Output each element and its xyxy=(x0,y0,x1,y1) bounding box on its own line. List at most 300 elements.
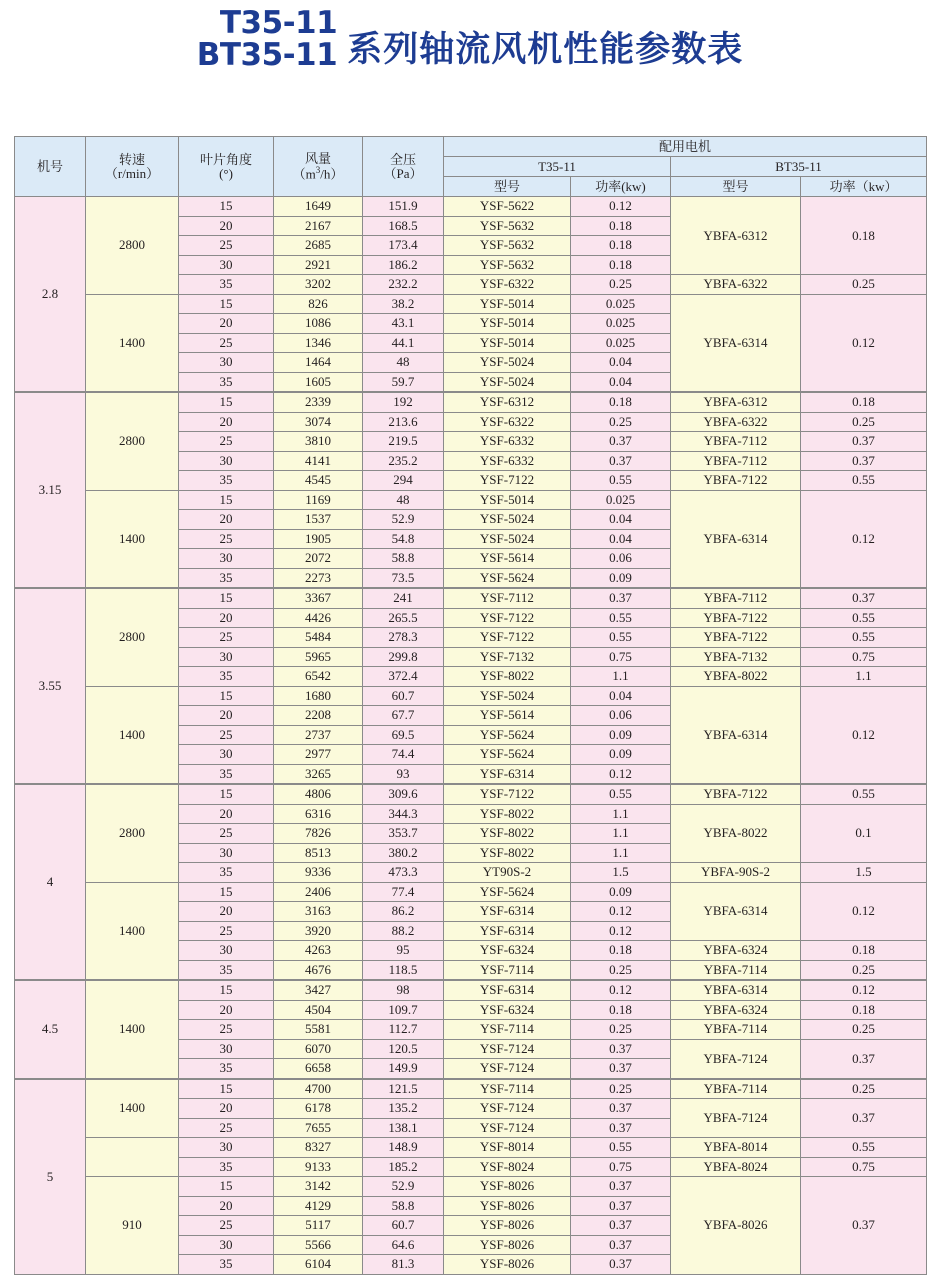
cell-t-model: YSF-8022 xyxy=(444,843,571,863)
page-title: 系列轴流风机性能参数表 xyxy=(347,30,744,71)
col-header-bt-power: 功率（kw） xyxy=(801,177,927,197)
cell-machine-no: 2.8 xyxy=(15,197,86,393)
cell-blade-angle: 25 xyxy=(179,1020,274,1040)
cell-pressure: 58.8 xyxy=(363,549,444,569)
cell-pressure: 353.7 xyxy=(363,824,444,844)
cell-t-power: 0.09 xyxy=(571,568,671,588)
cell-blade-angle: 30 xyxy=(179,1138,274,1158)
cell-pressure: 473.3 xyxy=(363,863,444,883)
cell-bt-model: YBFA-8022 xyxy=(671,804,801,863)
cell-t-model: YSF-6322 xyxy=(444,275,571,295)
cell-t-power: 0.37 xyxy=(571,1059,671,1079)
table-row xyxy=(15,1079,927,1099)
col-header-t-model: 型号 xyxy=(444,177,571,197)
cell-t-power: 0.04 xyxy=(571,372,671,392)
cell-bt-power: 0.18 xyxy=(801,392,927,412)
blade-angle-label: 叶片角度 xyxy=(199,151,252,167)
cell-pressure: 192 xyxy=(363,392,444,412)
cell-pressure: 118.5 xyxy=(363,960,444,980)
cell-speed: 2800 xyxy=(86,197,179,295)
cell-t-model: YSF-5024 xyxy=(444,510,571,530)
cell-t-power: 0.37 xyxy=(571,588,671,608)
cell-blade-angle: 15 xyxy=(179,1177,274,1197)
table-body xyxy=(15,197,927,1275)
table-row xyxy=(15,1177,927,1197)
cell-bt-model: YBFA-7114 xyxy=(671,960,801,980)
cell-bt-model: YBFA-6312 xyxy=(671,197,801,275)
cell-blade-angle: 20 xyxy=(179,1000,274,1020)
cell-air-volume: 826 xyxy=(274,294,363,314)
col-header-machine-no xyxy=(15,137,86,197)
cell-bt-power: 0.37 xyxy=(801,432,927,452)
table-row xyxy=(15,294,927,314)
cell-pressure: 120.5 xyxy=(363,1039,444,1059)
cell-t-power: 0.37 xyxy=(571,1216,671,1236)
cell-t-power: 1.1 xyxy=(571,667,671,687)
cell-air-volume: 6316 xyxy=(274,804,363,824)
cell-air-volume: 6178 xyxy=(274,1099,363,1119)
cell-pressure: 278.3 xyxy=(363,628,444,648)
cell-t-model: YSF-6332 xyxy=(444,451,571,471)
col-header-air-volume xyxy=(274,137,363,197)
cell-t-model: YSF-7124 xyxy=(444,1099,571,1119)
cell-bt-power: 0.37 xyxy=(801,1177,927,1275)
cell-air-volume: 3202 xyxy=(274,275,363,295)
cell-bt-power: 0.12 xyxy=(801,686,927,784)
cell-blade-angle: 35 xyxy=(179,667,274,687)
cell-t-power: 0.025 xyxy=(571,333,671,353)
cell-bt-power: 0.18 xyxy=(801,1000,927,1020)
cell-blade-angle: 25 xyxy=(179,529,274,549)
col-header-bt-model: 型号 xyxy=(671,177,801,197)
cell-pressure: 135.2 xyxy=(363,1099,444,1119)
cell-t-model: YSF-5024 xyxy=(444,372,571,392)
cell-speed: 2800 xyxy=(86,392,179,490)
cell-air-volume: 1680 xyxy=(274,686,363,706)
cell-bt-power: 0.55 xyxy=(801,1138,927,1158)
cell-air-volume: 6542 xyxy=(274,667,363,687)
cell-pressure: 54.8 xyxy=(363,529,444,549)
cell-blade-angle: 25 xyxy=(179,921,274,941)
cell-pressure: 186.2 xyxy=(363,255,444,275)
cell-t-power: 0.12 xyxy=(571,980,671,1000)
cell-bt-model: YBFA-7112 xyxy=(671,432,801,452)
cell-blade-angle: 35 xyxy=(179,1059,274,1079)
cell-t-power: 0.12 xyxy=(571,902,671,922)
cell-t-power: 0.75 xyxy=(571,647,671,667)
cell-t-model: YSF-5624 xyxy=(444,725,571,745)
cell-t-model: YSF-5632 xyxy=(444,255,571,275)
cell-t-model: YSF-6314 xyxy=(444,921,571,941)
cell-bt-model: YBFA-7112 xyxy=(671,588,801,608)
cell-bt-power: 0.25 xyxy=(801,960,927,980)
cell-t-power: 0.37 xyxy=(571,1118,671,1138)
cell-bt-model: YBFA-7114 xyxy=(671,1079,801,1099)
table-row xyxy=(15,490,927,510)
cell-t-model: YSF-5024 xyxy=(444,529,571,549)
cell-blade-angle: 15 xyxy=(179,784,274,804)
cell-bt-model: YBFA-8026 xyxy=(671,1177,801,1275)
cell-bt-model: YBFA-6312 xyxy=(671,392,801,412)
cell-blade-angle: 20 xyxy=(179,804,274,824)
cell-bt-model: YBFA-6314 xyxy=(671,686,801,784)
cell-pressure: 380.2 xyxy=(363,843,444,863)
table-row xyxy=(15,980,927,1000)
cell-air-volume: 2406 xyxy=(274,882,363,902)
cell-bt-power: 0.75 xyxy=(801,647,927,667)
cell-air-volume: 1086 xyxy=(274,314,363,334)
col-header-blade-angle xyxy=(179,137,274,197)
cell-pressure: 38.2 xyxy=(363,294,444,314)
cell-machine-no: 5 xyxy=(15,1079,86,1275)
cell-machine-no: 4.5 xyxy=(15,980,86,1079)
cell-t-model: YSF-6314 xyxy=(444,764,571,784)
cell-bt-power: 0.1 xyxy=(801,804,927,863)
cell-t-power: 0.04 xyxy=(571,529,671,549)
col-header-speed xyxy=(86,137,179,197)
cell-t-power: 0.04 xyxy=(571,510,671,530)
cell-air-volume: 4700 xyxy=(274,1079,363,1099)
cell-air-volume: 3074 xyxy=(274,412,363,432)
cell-blade-angle: 25 xyxy=(179,1118,274,1138)
cell-air-volume: 3367 xyxy=(274,588,363,608)
cell-speed: 1400 xyxy=(86,1079,179,1138)
title-series-codes xyxy=(196,5,338,73)
cell-t-model: YSF-7114 xyxy=(444,960,571,980)
cell-air-volume: 5117 xyxy=(274,1216,363,1236)
cell-bt-power: 0.55 xyxy=(801,628,927,648)
cell-bt-model: YBFA-8022 xyxy=(671,667,801,687)
cell-t-power: 0.12 xyxy=(571,921,671,941)
cell-t-model: YSF-7114 xyxy=(444,1079,571,1099)
cell-air-volume: 5581 xyxy=(274,1020,363,1040)
cell-pressure: 95 xyxy=(363,941,444,961)
table-row xyxy=(15,1138,927,1158)
cell-blade-angle: 35 xyxy=(179,471,274,491)
cell-t-model: YSF-5632 xyxy=(444,216,571,236)
col-header-bt-series: BT35-11 xyxy=(671,157,927,177)
cell-air-volume: 8327 xyxy=(274,1138,363,1158)
cell-t-model: YSF-7122 xyxy=(444,784,571,804)
cell-air-volume: 2167 xyxy=(274,216,363,236)
cell-pressure: 88.2 xyxy=(363,921,444,941)
cell-machine-no: 3.55 xyxy=(15,588,86,784)
cell-t-model: YSF-8026 xyxy=(444,1177,571,1197)
cell-t-power: 0.12 xyxy=(571,197,671,217)
cell-air-volume: 3265 xyxy=(274,764,363,784)
cell-t-model: YSF-5024 xyxy=(444,686,571,706)
cell-bt-power: 0.12 xyxy=(801,294,927,392)
cell-t-model: YSF-5624 xyxy=(444,745,571,765)
cell-pressure: 73.5 xyxy=(363,568,444,588)
cell-t-power: 0.55 xyxy=(571,471,671,491)
cell-bt-model: YBFA-6324 xyxy=(671,941,801,961)
cell-blade-angle: 20 xyxy=(179,412,274,432)
cell-t-power: 0.55 xyxy=(571,784,671,804)
cell-t-power: 0.18 xyxy=(571,255,671,275)
cell-air-volume: 2072 xyxy=(274,549,363,569)
cell-speed: 2800 xyxy=(86,588,179,686)
table-row xyxy=(15,197,927,217)
cell-blade-angle: 25 xyxy=(179,1216,274,1236)
cell-bt-model: YBFA-7122 xyxy=(671,608,801,628)
cell-blade-angle: 30 xyxy=(179,451,274,471)
cell-t-model: YSF-5014 xyxy=(444,490,571,510)
cell-t-model: YSF-5014 xyxy=(444,294,571,314)
cell-air-volume: 1537 xyxy=(274,510,363,530)
cell-bt-power: 1.1 xyxy=(801,667,927,687)
cell-pressure: 241 xyxy=(363,588,444,608)
machine-no-label: 机号 xyxy=(36,158,63,174)
cell-air-volume: 5965 xyxy=(274,647,363,667)
cell-t-model: YSF-5632 xyxy=(444,236,571,256)
cell-bt-model: YBFA-6322 xyxy=(671,275,801,295)
cell-t-power: 0.04 xyxy=(571,353,671,373)
cell-air-volume: 5566 xyxy=(274,1235,363,1255)
cell-blade-angle: 15 xyxy=(179,1079,274,1099)
cell-bt-model: YBFA-7112 xyxy=(671,451,801,471)
cell-bt-power: 1.5 xyxy=(801,863,927,883)
cell-t-model: YSF-6314 xyxy=(444,980,571,1000)
cell-speed: 1400 xyxy=(86,490,179,588)
cell-pressure: 121.5 xyxy=(363,1079,444,1099)
cell-pressure: 52.9 xyxy=(363,510,444,530)
cell-t-model: YSF-8026 xyxy=(444,1216,571,1236)
cell-t-power: 1.1 xyxy=(571,843,671,863)
cell-air-volume: 1464 xyxy=(274,353,363,373)
cell-bt-model: YBFA-6314 xyxy=(671,490,801,588)
cell-pressure: 232.2 xyxy=(363,275,444,295)
cell-blade-angle: 15 xyxy=(179,392,274,412)
cell-t-model: YSF-7122 xyxy=(444,471,571,491)
cell-speed: 1400 xyxy=(86,882,179,980)
col-header-motor-group: 配用电机 xyxy=(444,137,927,157)
cell-blade-angle: 15 xyxy=(179,980,274,1000)
cell-pressure: 265.5 xyxy=(363,608,444,628)
cell-bt-model: YBFA-7124 xyxy=(671,1039,801,1079)
cell-blade-angle: 35 xyxy=(179,275,274,295)
cell-bt-power: 0.12 xyxy=(801,980,927,1000)
cell-blade-angle: 20 xyxy=(179,706,274,726)
cell-t-power: 0.18 xyxy=(571,216,671,236)
cell-pressure: 64.6 xyxy=(363,1235,444,1255)
col-header-t-power: 功率(kw) xyxy=(571,177,671,197)
cell-air-volume: 1905 xyxy=(274,529,363,549)
cell-t-model: YSF-5622 xyxy=(444,197,571,217)
cell-t-power: 0.37 xyxy=(571,451,671,471)
cell-bt-model: YBFA-6322 xyxy=(671,412,801,432)
cell-air-volume: 3427 xyxy=(274,980,363,1000)
cell-t-model: YSF-6322 xyxy=(444,412,571,432)
cell-t-model: YSF-8026 xyxy=(444,1235,571,1255)
cell-blade-angle: 35 xyxy=(179,568,274,588)
cell-air-volume: 3920 xyxy=(274,921,363,941)
cell-t-model: YSF-5624 xyxy=(444,568,571,588)
cell-blade-angle: 30 xyxy=(179,1039,274,1059)
cell-pressure: 59.7 xyxy=(363,372,444,392)
cell-pressure: 77.4 xyxy=(363,882,444,902)
cell-pressure: 185.2 xyxy=(363,1157,444,1177)
cell-blade-angle: 20 xyxy=(179,608,274,628)
cell-blade-angle: 30 xyxy=(179,1235,274,1255)
cell-blade-angle: 25 xyxy=(179,725,274,745)
cell-t-model: YSF-5614 xyxy=(444,706,571,726)
cell-pressure: 86.2 xyxy=(363,902,444,922)
cell-air-volume: 1649 xyxy=(274,197,363,217)
cell-pressure: 48 xyxy=(363,353,444,373)
cell-bt-power: 0.18 xyxy=(801,941,927,961)
cell-blade-angle: 25 xyxy=(179,628,274,648)
cell-bt-power: 0.25 xyxy=(801,412,927,432)
cell-blade-angle: 35 xyxy=(179,764,274,784)
cell-air-volume: 6070 xyxy=(274,1039,363,1059)
cell-bt-power: 0.37 xyxy=(801,451,927,471)
cell-bt-power: 0.55 xyxy=(801,608,927,628)
cell-pressure: 93 xyxy=(363,764,444,784)
cell-bt-power: 0.75 xyxy=(801,1157,927,1177)
cell-air-volume: 6104 xyxy=(274,1255,363,1275)
cell-air-volume: 9133 xyxy=(274,1157,363,1177)
fan-performance-table xyxy=(14,136,927,1275)
cell-t-power: 0.37 xyxy=(571,1235,671,1255)
cell-pressure: 168.5 xyxy=(363,216,444,236)
table-row xyxy=(15,588,927,608)
cell-t-power: 0.25 xyxy=(571,1079,671,1099)
cell-t-model: YSF-8026 xyxy=(444,1255,571,1275)
cell-pressure: 219.5 xyxy=(363,432,444,452)
cell-t-power: 0.75 xyxy=(571,1157,671,1177)
cell-t-model: YSF-5624 xyxy=(444,882,571,902)
cell-air-volume: 4676 xyxy=(274,960,363,980)
cell-blade-angle: 30 xyxy=(179,549,274,569)
cell-t-power: 0.12 xyxy=(571,764,671,784)
cell-air-volume: 4263 xyxy=(274,941,363,961)
cell-blade-angle: 30 xyxy=(179,255,274,275)
cell-air-volume: 5484 xyxy=(274,628,363,648)
cell-pressure: 81.3 xyxy=(363,1255,444,1275)
cell-blade-angle: 20 xyxy=(179,216,274,236)
cell-t-power: 0.25 xyxy=(571,960,671,980)
cell-blade-angle: 35 xyxy=(179,960,274,980)
cell-bt-model: YBFA-6314 xyxy=(671,882,801,941)
cell-blade-angle: 30 xyxy=(179,745,274,765)
cell-bt-model: YBFA-6324 xyxy=(671,1000,801,1020)
cell-t-model: YSF-7122 xyxy=(444,608,571,628)
cell-t-model: YSF-7114 xyxy=(444,1020,571,1040)
cell-bt-power: 0.25 xyxy=(801,1020,927,1040)
cell-machine-no: 3.15 xyxy=(15,392,86,588)
title-code-t3511: T35-11 xyxy=(219,5,338,41)
cell-t-power: 0.18 xyxy=(571,1000,671,1020)
cell-t-power: 0.37 xyxy=(571,1177,671,1197)
cell-pressure: 149.9 xyxy=(363,1059,444,1079)
cell-pressure: 67.7 xyxy=(363,706,444,726)
cell-air-volume: 2977 xyxy=(274,745,363,765)
cell-air-volume: 1605 xyxy=(274,372,363,392)
cell-pressure: 43.1 xyxy=(363,314,444,334)
cell-t-model: YSF-7124 xyxy=(444,1118,571,1138)
cell-t-power: 0.37 xyxy=(571,1039,671,1059)
cell-blade-angle: 30 xyxy=(179,843,274,863)
cell-blade-angle: 15 xyxy=(179,294,274,314)
cell-bt-power: 0.55 xyxy=(801,471,927,491)
cell-t-power: 0.25 xyxy=(571,275,671,295)
cell-pressure: 98 xyxy=(363,980,444,1000)
cell-air-volume: 4426 xyxy=(274,608,363,628)
cell-bt-power: 0.55 xyxy=(801,784,927,804)
cell-bt-power: 0.12 xyxy=(801,882,927,941)
cell-t-power: 0.025 xyxy=(571,490,671,510)
cell-t-model: YSF-6314 xyxy=(444,902,571,922)
cell-t-model: YSF-6312 xyxy=(444,392,571,412)
air-volume-label: 风量 xyxy=(304,151,331,167)
cell-air-volume: 4545 xyxy=(274,471,363,491)
cell-air-volume: 3810 xyxy=(274,432,363,452)
cell-blade-angle: 25 xyxy=(179,333,274,353)
cell-air-volume: 2339 xyxy=(274,392,363,412)
cell-pressure: 109.7 xyxy=(363,1000,444,1020)
cell-bt-model: YBFA-7122 xyxy=(671,471,801,491)
cell-pressure: 112.7 xyxy=(363,1020,444,1040)
cell-t-model: YSF-8024 xyxy=(444,1157,571,1177)
cell-t-model: YSF-7112 xyxy=(444,588,571,608)
cell-blade-angle: 15 xyxy=(179,490,274,510)
cell-air-volume: 7655 xyxy=(274,1118,363,1138)
cell-t-power: 0.37 xyxy=(571,1196,671,1216)
cell-pressure: 138.1 xyxy=(363,1118,444,1138)
cell-blade-angle: 20 xyxy=(179,314,274,334)
cell-t-power: 0.025 xyxy=(571,314,671,334)
page-title-block xyxy=(0,0,940,118)
cell-pressure: 344.3 xyxy=(363,804,444,824)
blade-angle-unit: (°) xyxy=(219,165,233,181)
cell-blade-angle: 35 xyxy=(179,1255,274,1275)
cell-air-volume: 4141 xyxy=(274,451,363,471)
cell-t-model: YSF-7132 xyxy=(444,647,571,667)
cell-bt-model: YBFA-90S-2 xyxy=(671,863,801,883)
cell-blade-angle: 30 xyxy=(179,941,274,961)
cell-t-power: 0.25 xyxy=(571,412,671,432)
cell-air-volume: 4129 xyxy=(274,1196,363,1216)
cell-air-volume: 6658 xyxy=(274,1059,363,1079)
cell-air-volume: 8513 xyxy=(274,843,363,863)
cell-t-power: 0.09 xyxy=(571,882,671,902)
cell-pressure: 372.4 xyxy=(363,667,444,687)
cell-blade-angle: 20 xyxy=(179,902,274,922)
cell-bt-model: YBFA-6314 xyxy=(671,980,801,1000)
cell-t-power: 0.04 xyxy=(571,686,671,706)
cell-blade-angle: 35 xyxy=(179,1157,274,1177)
cell-t-power: 0.09 xyxy=(571,725,671,745)
table-row xyxy=(15,686,927,706)
cell-blade-angle: 35 xyxy=(179,372,274,392)
cell-pressure: 213.6 xyxy=(363,412,444,432)
cell-pressure: 299.8 xyxy=(363,647,444,667)
cell-pressure: 148.9 xyxy=(363,1138,444,1158)
cell-t-power: 0.37 xyxy=(571,1255,671,1275)
cell-bt-model: YBFA-6314 xyxy=(671,294,801,392)
cell-air-volume: 4504 xyxy=(274,1000,363,1020)
cell-speed: 910 xyxy=(86,1177,179,1275)
cell-pressure: 58.8 xyxy=(363,1196,444,1216)
cell-blade-angle: 25 xyxy=(179,824,274,844)
col-header-t-series: T35-11 xyxy=(444,157,671,177)
cell-blade-angle: 15 xyxy=(179,882,274,902)
pressure-label: 全压 xyxy=(389,151,416,167)
cell-t-power: 0.55 xyxy=(571,608,671,628)
cell-t-model: YSF-5014 xyxy=(444,333,571,353)
cell-air-volume: 1169 xyxy=(274,490,363,510)
